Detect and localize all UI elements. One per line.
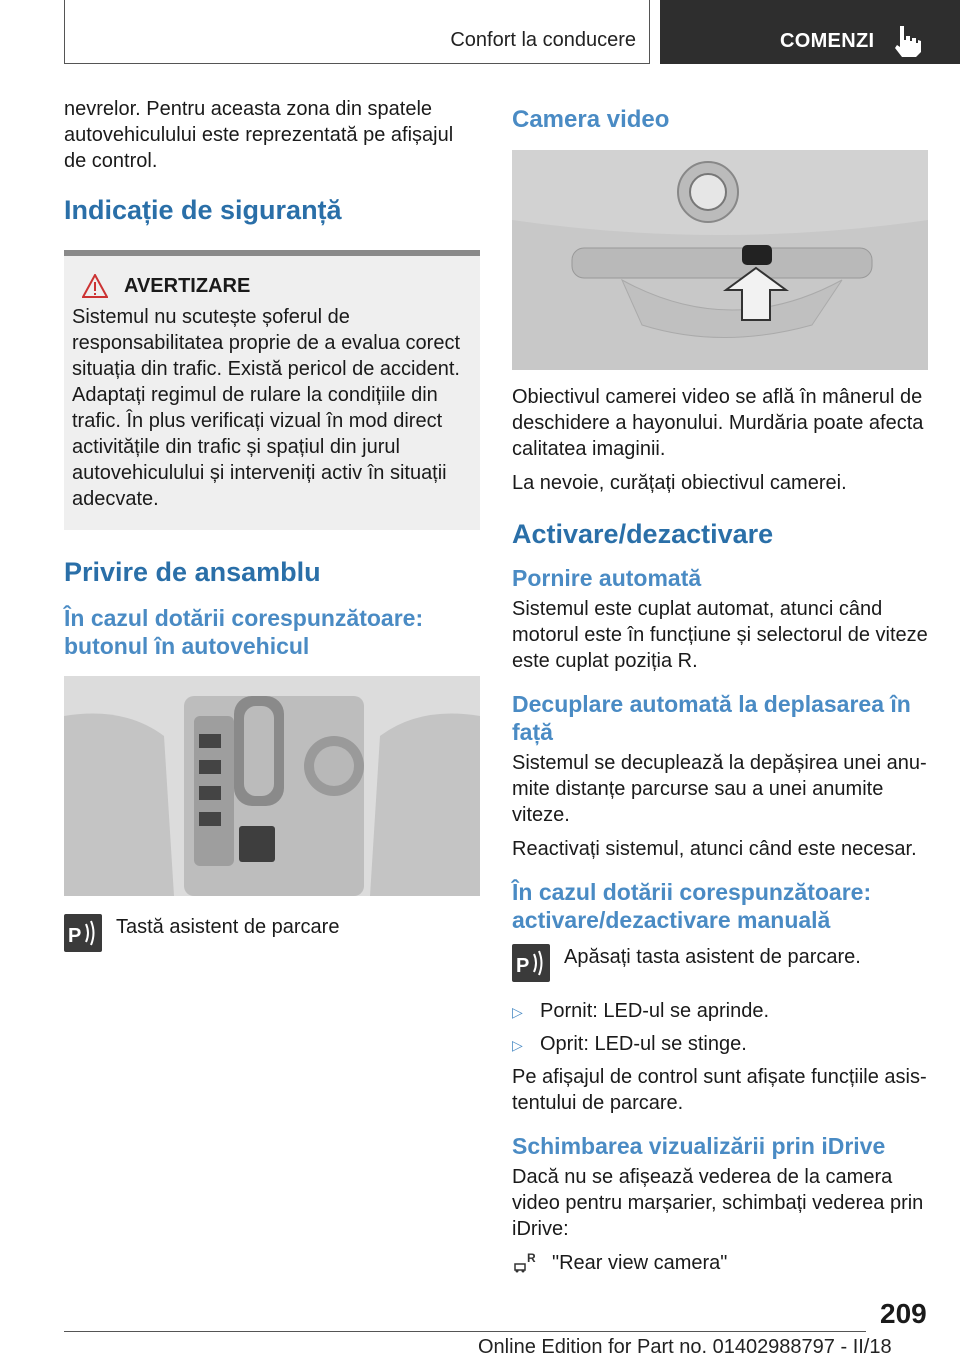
rear-view-label: "Rear view camera" [552,1252,728,1274]
press-row [512,944,928,982]
parking-assistant-icon [512,944,550,982]
footer-edition: Online Edition for Part no. 01402988797 - II/18 [478,1336,892,1358]
press-text: Apăsați tasta asistent de parcare. [564,946,861,968]
auto-off-heading: Decuplare automată la deplasarea în față [512,691,911,745]
manual-heading: În cazul dotării corespunzătoare: activare/dezactivare manuală [512,879,872,933]
warning-icon [82,274,108,298]
intro-paragraph: nevrelor. Pentru aceasta zona din spatele autovehiculului este reprezentată pe afișajul de control. [64,98,454,172]
footer-divider [64,1331,866,1332]
warning-title-row [82,274,472,298]
auto-off-text: Sistemul se decuplează la depășirea unei anumite distanțe parcurse sau a unei anumite viteze. [512,752,927,826]
bullet-triangle-icon: ▷ [512,1037,523,1053]
camera-paragraph-1: Obiectivul camerei video se află în mânerul de deschidere a hayonului. Murdăria poate afecta calitatea imaginii. [512,386,924,460]
idrive-text: Dacă nu se afișează vederea de la camera video pentru marșarier, schimbați vederea prin iDrive: [512,1166,924,1240]
warning-title: AVERTIZARE [124,274,251,297]
bullet-off-text: Oprit: LED-ul se stinge. [540,1033,747,1055]
overview-heading: Privire de ansamblu [64,557,321,587]
warning-text: Sistemul nu scutește șoferul de responsabilitatea proprie de a evalua corect situația din trafic. Există pericol de accident. Adaptați regimul de rulare la condițiile din trafic. În plus verificați vizual în mod direct activitățile din trafic și spațiul din jurul autovehiculului și interveniți activ în situații adecvate. [72,306,461,510]
rear-camera-icon [512,1250,542,1274]
safety-heading: Indicație de siguranță [64,195,342,225]
svg-text:P: P [516,955,530,977]
header-tab[interactable] [660,0,960,64]
camera-heading: Camera video [512,106,670,133]
svg-text:P: P [68,925,82,947]
auto-on-heading: Pornire automată [512,565,702,591]
reactivate-text: Reactivați sistemul, atunci când este necesar. [512,838,917,860]
header-section-title: Confort la conducere [450,29,636,51]
svg-text:R: R [527,1251,536,1265]
bullet-on [512,998,928,1025]
center-console-image [64,676,480,896]
bullet-on-text: Pornit: LED-ul se aprinde. [540,1000,770,1022]
bullet-triangle-icon: ▷ [512,1004,523,1020]
warning-box [64,250,480,530]
activation-heading: Activare/dezactivare [512,519,774,549]
tailgate-illustration [512,150,928,370]
button-caption: Tastă asistent de parcare [116,916,340,938]
button-caption-row [64,914,480,952]
center-console-illustration [64,676,480,896]
rear-view-row [512,1250,928,1276]
left-column [64,96,480,952]
bullet-off [512,1031,928,1058]
rear-camera-image [512,150,928,370]
auto-on-text: Sistemul este cuplat automat, atunci când motorul este în funcțiune și selectorul de viteze este cuplat poziția R. [512,598,928,672]
idrive-heading: Schimbarea vizualizării prin iDrive [512,1133,886,1159]
header-tab-label: COMENZI [780,30,875,52]
page-number: 209 [880,1298,927,1329]
parking-assistant-icon [64,914,102,952]
display-text: Pe afișajul de control sunt afișate funcțiile asistentului de parcare. [512,1066,927,1114]
right-column [512,104,928,1276]
button-subheading: În cazul dotării corespunzătoare: butonul în autovehicul [64,605,424,659]
pointing-hand-icon [892,24,922,58]
camera-paragraph-2: La nevoie, curățați obiectivul camerei. [512,472,847,494]
